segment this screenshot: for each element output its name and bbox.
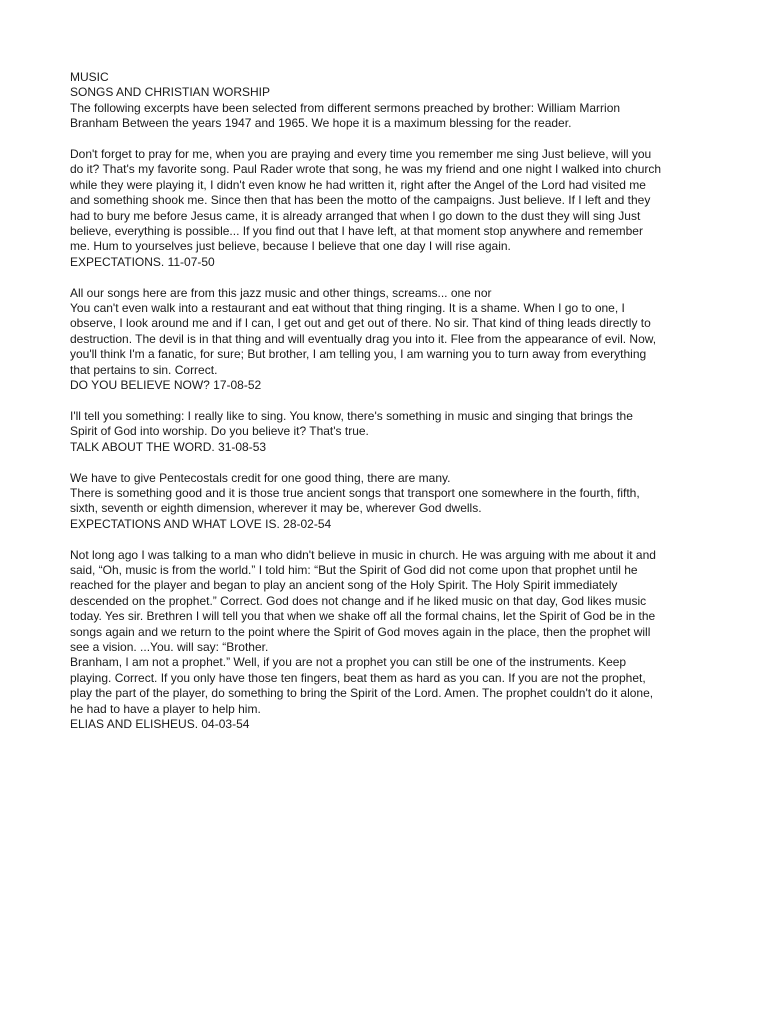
- sermon-citation: EXPECTATIONS. 11-07-50: [70, 254, 215, 269]
- sermon-citation: TALK ABOUT THE WORD. 31-08-53: [70, 439, 267, 454]
- excerpt-line: me. Hum to yourselves just believe, because I believe that one day I will rise again.: [70, 239, 511, 254]
- document-subtitle: SONGS AND CHRISTIAN WORSHIP: [70, 85, 271, 100]
- excerpt-line: All our songs here are from this jazz music and other things, screams... one nor: [70, 285, 492, 300]
- excerpt-line: said, “Oh, music is from the world.” I told him: “But the Spirit of God did not come upon that prophet until he: [70, 562, 638, 577]
- paragraph-gap: [70, 394, 710, 409]
- document-title: MUSIC: [70, 70, 109, 84]
- excerpt-line: and something shook me. Since then that has been the motto of the campaigns. Just believe. If I left and they: [70, 193, 651, 208]
- excerpt-line: while they were playing it, I didn't even know he had written it, right after the Angel of the Lord had visited me: [70, 177, 646, 192]
- sermon-citation: DO YOU BELIEVE NOW? 17-08-52: [70, 378, 262, 393]
- excerpt-line: We have to give Pentecostals credit for one good thing, there are many.: [70, 470, 451, 485]
- excerpt-line: songs again and we return to the point where the Spirit of God moves again in the place, then the prophet will: [70, 624, 651, 639]
- excerpt-line: You can't even walk into a restaurant and eat without that thing ringing. It is a shame. When I go to one, I: [70, 301, 625, 316]
- excerpt-3: [70, 409, 710, 455]
- excerpt-line: do it? That's my favorite song. Paul Rader wrote that song, he was my friend and one night I walked into church: [70, 162, 662, 177]
- paragraph-gap: [70, 455, 710, 470]
- excerpt-line: Don't forget to pray for me, when you are praying and every time you remember me sing Just believe, will you: [70, 147, 652, 162]
- excerpt-4: [70, 471, 710, 533]
- intro-line: Branham Between the years 1947 and 1965. We hope it is a maximum blessing for the reader.: [70, 116, 572, 131]
- excerpt-5: [70, 548, 710, 733]
- excerpt-line: observe, I look around me and if I can, I get out and get out of there. No sir. That kind of thing leads directly to: [70, 316, 651, 331]
- sermon-citation: ELIAS AND ELISHEUS. 04-03-54: [70, 716, 250, 731]
- paragraph-gap: [70, 132, 710, 147]
- excerpt-line: sixth, seventh or eighth dimension, wherever it may be, wherever God dwells.: [70, 501, 482, 516]
- document-page: [70, 70, 710, 732]
- excerpt-2: [70, 286, 710, 394]
- excerpt-line: Spirit of God into worship. Do you believe it? That's true.: [70, 424, 369, 439]
- paragraph-gap: [70, 532, 710, 547]
- excerpt-line: There is something good and it is those true ancient songs that transport one somewhere in the fourth, fifth,: [70, 485, 640, 500]
- excerpt-line: playing. Correct. If you only have those ten fingers, beat them as hard as you can. If you are not the prophet,: [70, 670, 646, 685]
- excerpt-line: see a vision. ...You. will say: “Brother.: [70, 639, 269, 654]
- excerpt-line: you'll think I'm a fanatic, for sure; But brother, I am telling you, I am warning you to turn away from everything: [70, 347, 647, 362]
- excerpt-line: descended on the prophet.” Correct. God does not change and if he liked music on that day, God likes music: [70, 593, 647, 608]
- excerpt-line: reached for the player and began to play an ancient song of the Holy Spirit. The Holy Spirit immediately: [70, 578, 618, 593]
- excerpt-line: believe, everything is possible... If you find out that I have left, at that moment stop anywhere and remember: [70, 224, 643, 239]
- excerpt-line: had to bury me before Jesus came, it is already arranged that when I go down to the dust they will sing Just: [70, 208, 641, 223]
- excerpt-line: Branham, I am not a prophet.” Well, if you are not a prophet you can still be one of the instruments. Keep: [70, 655, 627, 670]
- excerpt-line: play the part of the player, do something to bring the Spirit of the Lord. Amen. The prophet couldn't do it alone,: [70, 686, 654, 701]
- excerpt-line: today. Yes sir. Brethren I will tell you that when we shake off all the formal chains, let the Spirit of God be in the: [70, 609, 656, 624]
- excerpt-line: destruction. The devil is in that thing and will eventually drag you into it. Flee from the appearance of evil. Now,: [70, 331, 657, 346]
- excerpt-line: he had to have a player to help him.: [70, 701, 261, 716]
- excerpt-1: [70, 147, 710, 270]
- excerpt-line: I'll tell you something: I really like to sing. You know, there's something in music and singing that brings the: [70, 408, 633, 423]
- paragraph-gap: [70, 270, 710, 285]
- intro-line: The following excerpts have been selected from different sermons preached by brother: William Marrion: [70, 100, 621, 115]
- excerpt-line: that pertains to sin. Correct.: [70, 362, 218, 377]
- sermon-citation: EXPECTATIONS AND WHAT LOVE IS. 28-02-54: [70, 516, 332, 531]
- excerpt-line: Not long ago I was talking to a man who didn't believe in music in church. He was arguing with me about it and: [70, 547, 656, 562]
- document-header: [70, 70, 710, 132]
